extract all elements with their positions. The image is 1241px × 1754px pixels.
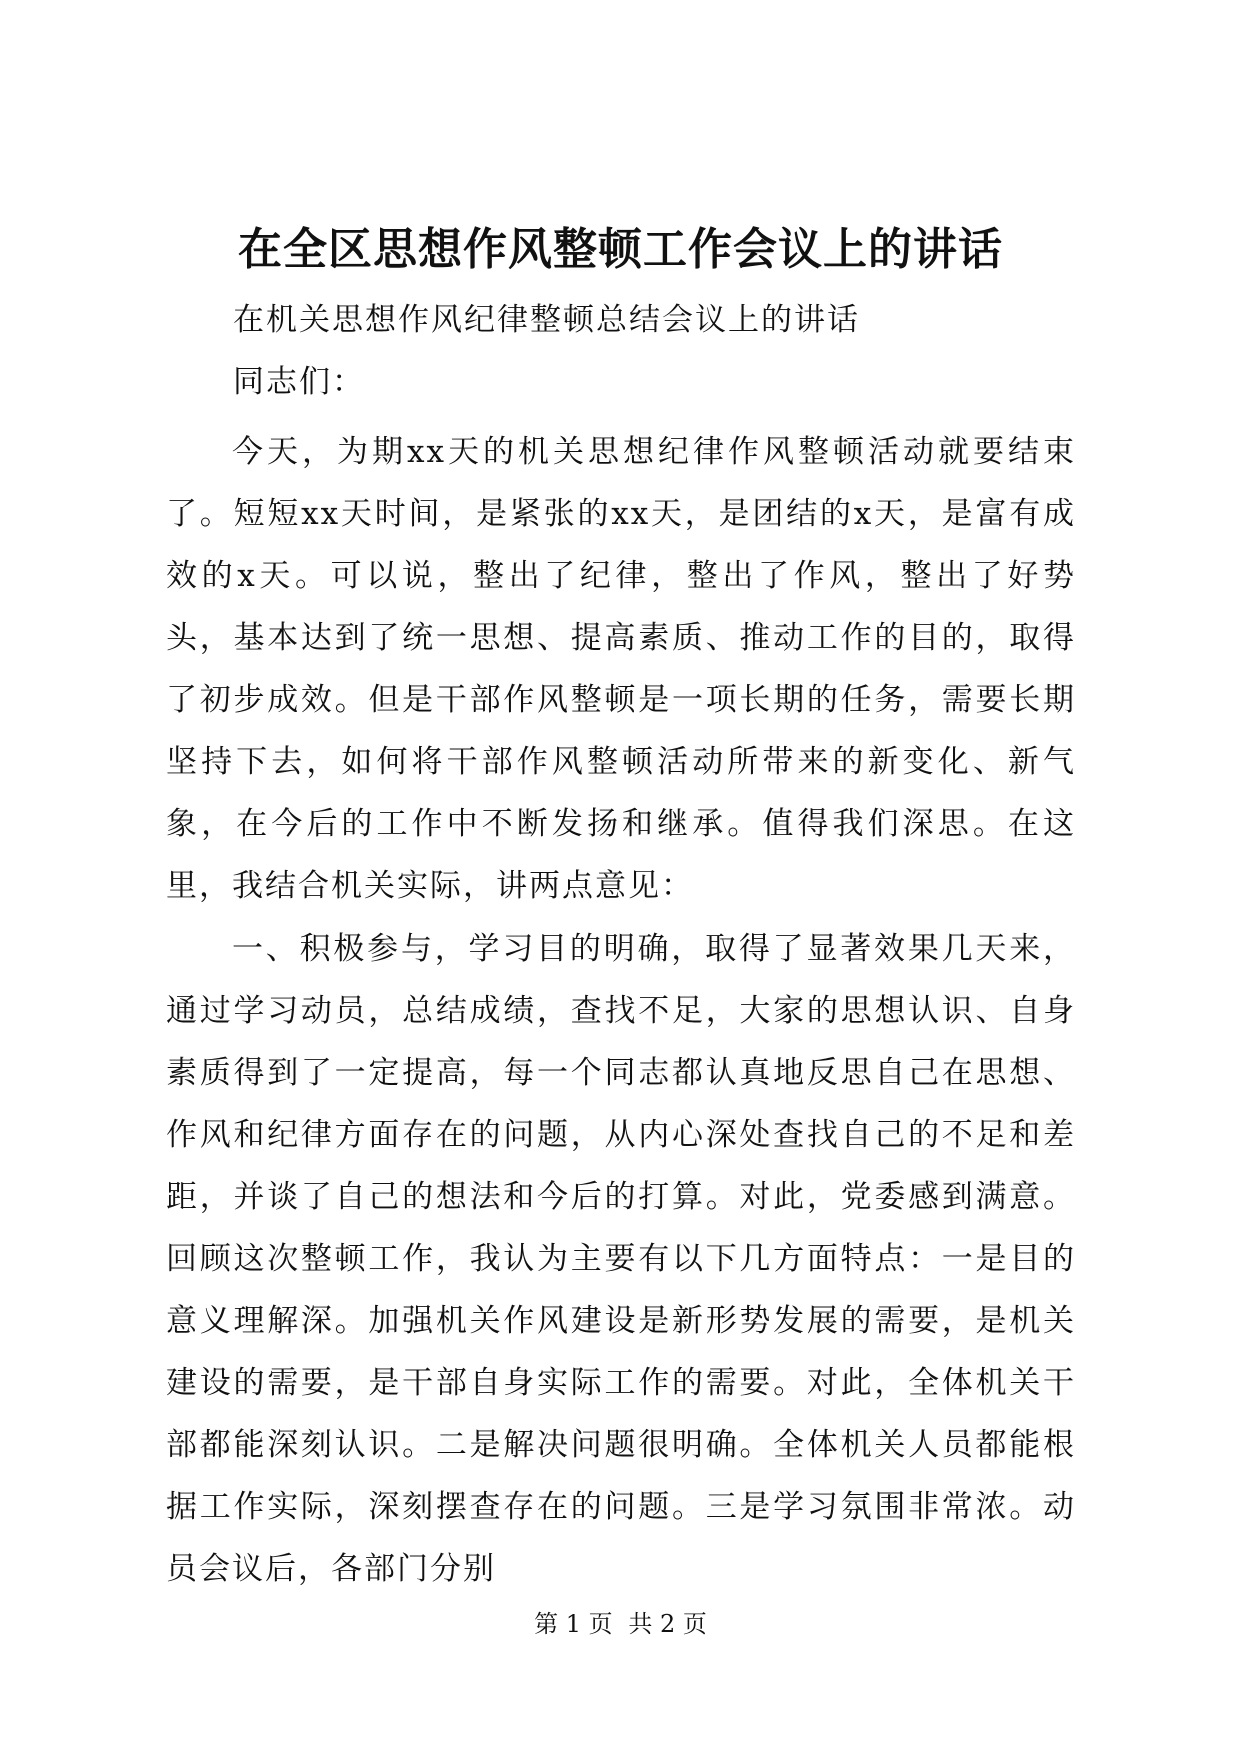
body-paragraph-2: 一、积极参与，学习目的明确，取得了显著效果几天来，通过学习动员，总结成绩，查找不足，大家的思想认识、自身素质得到了一定提高，每一个同志都认真地反思自己在思想、作风和纪律方面存在的问题，从内心深处查找自己的不足和差距，并谈了自己的想法和今后的打算。对此，党委感到满意。回顾这次整顿工作，我认为主要有以下几方面特点：一是目的意义理解深。加强机关作风建设是新形势发展的需要，是机关建设的需要，是干部自身实际工作的需要。对此，全体机关干部都能深刻认识。二是解决问题很明确。全体机关人员都能根据工作实际，深刻摆查存在的问题。三是学习氛围非常浓。动员会议后，各部门分别 <box>166 931 1076 1587</box>
body-paragraph-1: 今天，为期xx天的机关思想纪律作风整顿活动就要结束了。短短xx天时间，是紧张的xx天，是团结的x天，是富有成效的x天。可以说，整出了纪律，整出了作风，整出了好势头，基本达到了统一思想、提高素质、推动工作的目的，取得了初步成效。但是干部作风整顿是一项长期的任务，需要长期坚持下去，如何将干部作风整顿活动所带来的新变化、新气象，在今后的工作中不断发扬和继承。值得我们深思。在这里，我结合机关实际，讲两点意见： <box>166 434 1076 904</box>
document-title: 在全区思想作风整顿工作会议上的讲话 <box>238 224 1003 275</box>
page-total: 共 2 页 <box>628 1610 707 1638</box>
salutation: 同志们： <box>233 364 365 400</box>
document-subtitle: 在机关思想作风纪律整顿总结会议上的讲话 <box>233 302 860 338</box>
page-footer <box>0 1608 1241 1640</box>
page-number: 第 1 页 <box>534 1610 613 1638</box>
